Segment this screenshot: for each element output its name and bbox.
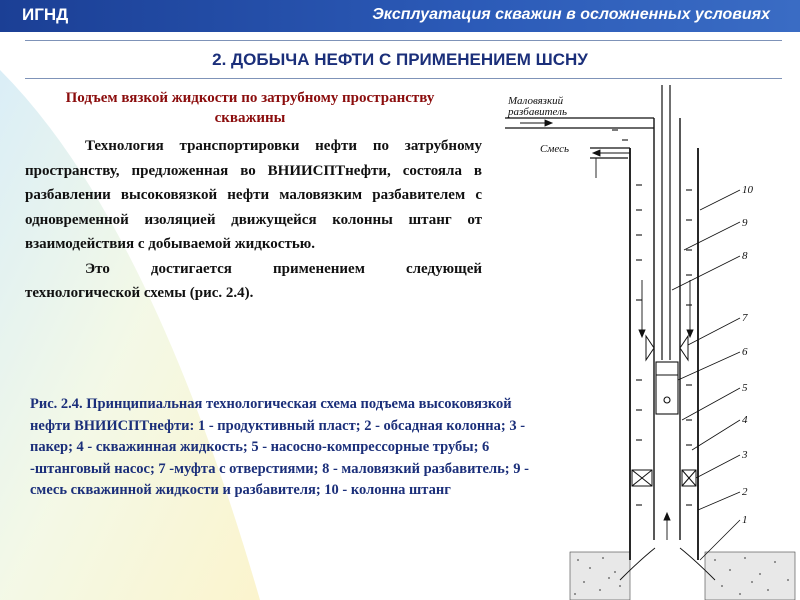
callout-10: 10	[742, 184, 753, 196]
label-mixture: Смесь	[540, 143, 569, 155]
label-diluent-2: разбавитель	[508, 106, 567, 118]
header-org: ИГНД	[22, 5, 69, 24]
figure-caption: Рис. 2.4. Принципиальная технологическая схема подъема высоковязкой нефти ВНИИСПТнефти: 1 - продуктивный пласт; 2 - обсадная колонна; 3 - пакер; 4 - скважинная жидкость; 5 - насосно-компрессорные трубы; 6 -штанговый насос; 7 -муфта с отверстиями; 8 - маловязкий разбавитель; 9 - смесь скважинной жидкости и разбавителя; 10 - колонна штанг	[30, 396, 529, 498]
well-diagram	[500, 80, 800, 600]
top-divider	[25, 40, 782, 41]
coupling	[646, 336, 688, 360]
packer	[632, 470, 696, 486]
header-bar	[0, 0, 800, 32]
callout-8: 8	[742, 250, 748, 262]
section-title: 2. ДОБЫЧА НЕФТИ С ПРИМЕНЕНИЕМ ШСНУ	[212, 50, 588, 69]
callout-7: 7	[742, 312, 748, 324]
paragraph-2: Это достигается применением следующей технологической схемы (рис. 2.4).	[25, 260, 482, 301]
callout-6: 6	[742, 346, 748, 358]
flow-arrows	[520, 120, 630, 178]
callout-5: 5	[742, 382, 748, 394]
surface-pipes	[505, 118, 698, 158]
header-course-title: Эксплуатация скважин в осложненных условиях	[372, 6, 770, 23]
label-diluent-1: Маловязкий	[508, 95, 564, 107]
pump	[656, 362, 678, 414]
productive-layer	[570, 552, 795, 600]
tubing	[654, 118, 680, 540]
callout-2: 2	[742, 486, 748, 498]
rod-string	[662, 85, 670, 360]
callout-9: 9	[742, 217, 748, 229]
internal-flow	[620, 280, 715, 580]
leader-lines	[672, 190, 740, 560]
body-text	[25, 134, 482, 306]
callout-1: 1	[742, 514, 748, 526]
paragraph-1: Технология транспортировки нефти по затрубному пространству, предложенная во ВНИИСПТнефти, состояла в разбавлении высоковязкой нефти маловязким разбавителем с одновременной изоляцией движущейся колонны штанг от взаимодействия с добываемой жидкостью.	[25, 138, 482, 252]
sub-heading: Подъем вязкой жидкости по затрубному пространству скважины	[65, 90, 435, 126]
title-divider	[25, 78, 782, 79]
callout-4: 4	[742, 414, 748, 426]
callout-3: 3	[742, 449, 748, 461]
